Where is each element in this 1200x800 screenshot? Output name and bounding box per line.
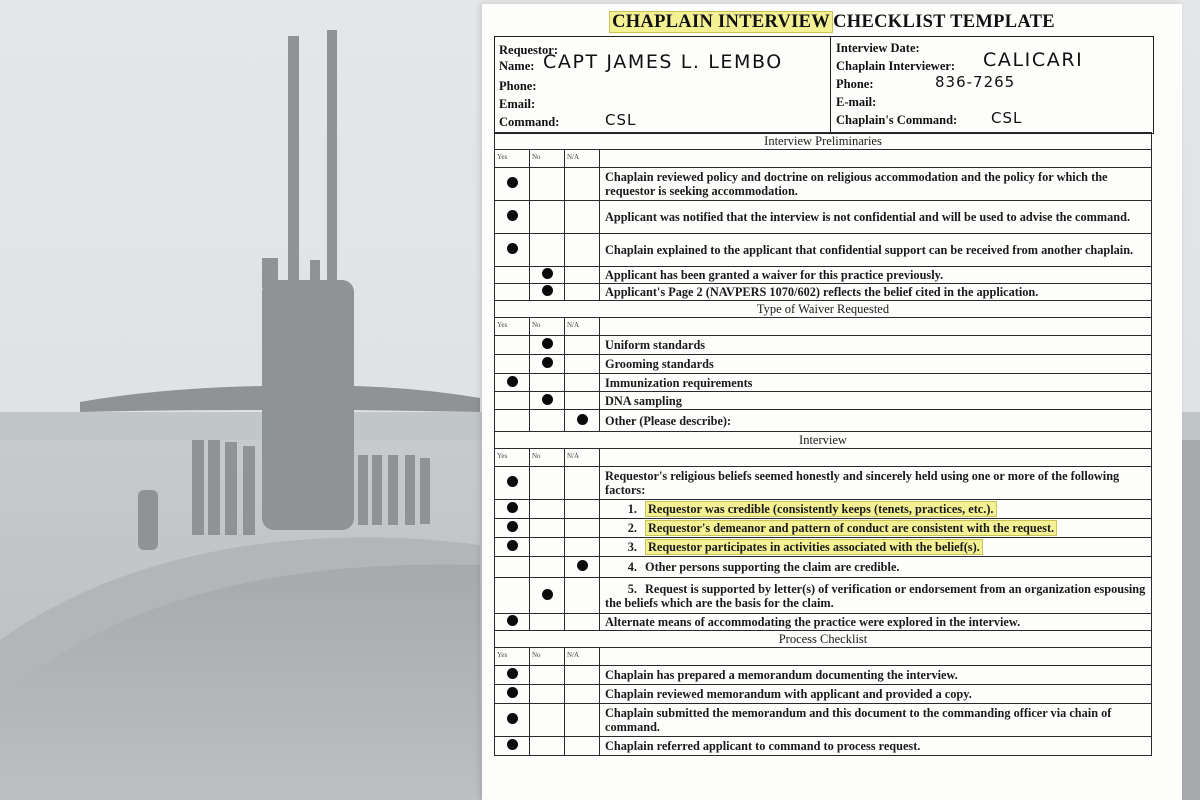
checkbox-no[interactable]: [530, 267, 565, 284]
checkbox-na[interactable]: [565, 614, 600, 631]
column-header-item: [600, 150, 1152, 168]
filled-mark-dot: [507, 243, 518, 254]
section-header: [495, 432, 1152, 449]
document-title: [482, 12, 1182, 33]
checkbox-yes[interactable]: [495, 168, 530, 201]
checklist-row: [495, 614, 1152, 631]
item-text: Chaplain reviewed memorandum with applicant and provided a copy.: [605, 687, 972, 701]
filled-mark-dot: [542, 357, 553, 368]
filled-mark-dot: [507, 476, 518, 487]
filled-mark-dot: [507, 668, 518, 679]
filled-mark-dot: [507, 521, 518, 532]
item-text: Other (Please describe):: [605, 413, 732, 428]
item-text: Chaplain submitted the memorandum and this document to the commanding officer via chain of command.: [605, 706, 1112, 734]
checkbox-yes[interactable]: [495, 267, 530, 284]
checkbox-na[interactable]: [565, 704, 600, 737]
checkbox-yes[interactable]: [495, 284, 530, 301]
checklist-row: [495, 168, 1152, 201]
checklist-row: [495, 704, 1152, 737]
command-label: Command:: [499, 115, 560, 129]
filled-mark-dot: [507, 687, 518, 698]
section-header: [495, 631, 1152, 648]
name-label: Name:: [499, 59, 535, 73]
column-header-na: N/A: [565, 150, 600, 168]
filled-mark-dot: [507, 376, 518, 387]
checkbox-no[interactable]: [530, 234, 565, 267]
checklist-row: [495, 201, 1152, 234]
item-text: Chaplain referred applicant to command to process request.: [605, 739, 921, 753]
checklist-item: [600, 267, 1152, 284]
requestor-label: Requestor:: [499, 43, 559, 57]
checkbox-yes[interactable]: [495, 410, 530, 432]
checkbox-no[interactable]: [530, 467, 565, 500]
column-header-yes: Yes: [495, 648, 530, 666]
chaplain-interviewer-value: CALICARI: [983, 49, 1084, 71]
checklist-item: [600, 234, 1152, 267]
name-value: CAPT JAMES L. LEMBO: [543, 51, 783, 73]
filled-mark-dot: [577, 414, 588, 425]
chaplain-phone-value: 836-7265: [935, 73, 1016, 91]
checklist-item: [600, 666, 1152, 685]
checkbox-yes[interactable]: [495, 557, 530, 578]
checklist-item: [600, 538, 1152, 557]
checklist-row: [495, 392, 1152, 410]
chaplain-email-label: E-mail:: [836, 95, 877, 109]
checkbox-no[interactable]: [530, 500, 565, 519]
column-header-row: [495, 318, 1152, 336]
checkbox-na[interactable]: [565, 519, 600, 538]
checkbox-yes[interactable]: [495, 519, 530, 538]
checkbox-yes[interactable]: [495, 374, 530, 392]
item-number: 5.: [627, 581, 637, 596]
checklist-item: [600, 336, 1152, 355]
checklist-item: [600, 704, 1152, 737]
filled-mark-dot: [507, 540, 518, 551]
checkbox-no[interactable]: [530, 374, 565, 392]
checklist-row: [495, 500, 1152, 519]
highlighted-item-text: Requestor participates in activities associated with the belief(s).: [645, 539, 983, 555]
checkbox-na[interactable]: [565, 355, 600, 374]
filled-mark-dot: [577, 560, 588, 571]
filled-mark-dot: [542, 394, 553, 405]
checkbox-no[interactable]: [530, 168, 565, 201]
phone-label: Phone:: [499, 79, 537, 93]
checklist-row: [495, 685, 1152, 704]
checkbox-na[interactable]: [565, 500, 600, 519]
checkbox-yes[interactable]: [495, 737, 530, 756]
column-header-no: No: [530, 449, 565, 467]
checklist-row: [495, 578, 1152, 614]
filled-mark-dot: [542, 589, 553, 600]
section-title: Interview: [495, 432, 1152, 449]
command-value: CSL: [605, 111, 637, 129]
checkbox-na[interactable]: [565, 336, 600, 355]
item-text: Applicant's Page 2 (NAVPERS 1070/602) reflects the belief cited in the application.: [605, 285, 1039, 299]
section-title: Type of Waiver Requested: [495, 301, 1152, 318]
checkbox-na[interactable]: [565, 392, 600, 410]
checkbox-no[interactable]: [530, 392, 565, 410]
highlighted-item-text: Requestor was credible (consistently keeps (tenets, practices, etc.).: [645, 501, 997, 517]
checklist-row: [495, 666, 1152, 685]
checkbox-yes[interactable]: [495, 500, 530, 519]
column-header-no: No: [530, 150, 565, 168]
checklist-row: [495, 374, 1152, 392]
item-text: Requestor's religious beliefs seemed honestly and sincerely held using one or more of the following factors:: [605, 469, 1120, 497]
checklist-item: [600, 374, 1152, 392]
checkbox-yes[interactable]: [495, 392, 530, 410]
column-header-yes: Yes: [495, 449, 530, 467]
checklist-row: [495, 336, 1152, 355]
checkbox-na[interactable]: [565, 557, 600, 578]
checklist-item: [600, 168, 1152, 201]
checkbox-na[interactable]: [565, 538, 600, 557]
checklist-row: [495, 557, 1152, 578]
filled-mark-dot: [507, 210, 518, 221]
checklist-item: [600, 500, 1152, 519]
checklist-row: [495, 355, 1152, 374]
column-header-row: [495, 150, 1152, 168]
checkbox-na[interactable]: [565, 467, 600, 500]
checklist-item: [600, 410, 1152, 432]
highlighted-item-text: Requestor's demeanor and pattern of conduct are consistent with the request.: [645, 520, 1057, 536]
chaplains-command-value: CSL: [991, 109, 1023, 127]
requestor-header-box: [494, 36, 1154, 134]
checkbox-no[interactable]: [530, 666, 565, 685]
checkbox-na[interactable]: [565, 201, 600, 234]
checkbox-yes[interactable]: [495, 578, 530, 614]
section-header: [495, 133, 1152, 150]
checkbox-no[interactable]: [530, 336, 565, 355]
item-number: 2.: [627, 521, 637, 535]
column-header-yes: Yes: [495, 318, 530, 336]
column-header-na: N/A: [565, 318, 600, 336]
checklist-document: [482, 4, 1182, 800]
filled-mark-dot: [507, 615, 518, 626]
checkbox-na[interactable]: [565, 685, 600, 704]
checklist-table: [494, 132, 1152, 756]
checkbox-na[interactable]: [565, 578, 600, 614]
checkbox-no[interactable]: [530, 704, 565, 737]
checkbox-yes[interactable]: [495, 355, 530, 374]
item-text: Applicant was notified that the interview is not confidential and will be used to advise the command.: [605, 210, 1131, 224]
section-header: [495, 301, 1152, 318]
checkbox-no[interactable]: [530, 201, 565, 234]
checkbox-yes[interactable]: [495, 666, 530, 685]
checkbox-no[interactable]: [530, 614, 565, 631]
column-header-row: [495, 648, 1152, 666]
checkbox-na[interactable]: [565, 168, 600, 201]
checkbox-na[interactable]: [565, 737, 600, 756]
column-header-yes: Yes: [495, 150, 530, 168]
item-text: Grooming standards: [605, 357, 714, 371]
filled-mark-dot: [507, 713, 518, 724]
filled-mark-dot: [542, 338, 553, 349]
checklist-row: [495, 538, 1152, 557]
checkbox-yes[interactable]: [495, 336, 530, 355]
column-header-na: N/A: [565, 648, 600, 666]
header-divider: [830, 37, 831, 133]
checklist-item: [600, 614, 1152, 631]
checklist-row: [495, 234, 1152, 267]
checklist-item: [600, 578, 1152, 614]
column-header-item: [600, 449, 1152, 467]
checkbox-no[interactable]: [530, 578, 565, 614]
checkbox-no[interactable]: [530, 519, 565, 538]
chaplains-command-label: Chaplain's Command:: [836, 113, 958, 127]
filled-mark-dot: [507, 502, 518, 513]
checkbox-no[interactable]: [530, 538, 565, 557]
filled-mark-dot: [542, 285, 553, 296]
email-label: Email:: [499, 97, 536, 111]
checkbox-no[interactable]: [530, 410, 565, 432]
chaplain-phone-label: Phone:: [836, 77, 874, 91]
checkbox-yes[interactable]: [495, 467, 530, 500]
title-rest: CHECKLIST TEMPLATE: [833, 12, 1055, 32]
checkbox-yes[interactable]: [495, 538, 530, 557]
interview-date-label: Interview Date:: [836, 41, 920, 55]
checkbox-yes[interactable]: [495, 201, 530, 234]
item-number: 4.: [627, 560, 637, 574]
checkbox-na[interactable]: [565, 374, 600, 392]
checkbox-no[interactable]: [530, 557, 565, 578]
checklist-row: [495, 410, 1152, 432]
checklist-item: [600, 355, 1152, 374]
checklist-row: [495, 467, 1152, 500]
checkbox-na[interactable]: [565, 234, 600, 267]
item-text: Immunization requirements: [605, 375, 753, 390]
checklist-row: [495, 519, 1152, 538]
column-header-no: No: [530, 318, 565, 336]
chaplain-interviewer-label: Chaplain Interviewer:: [836, 59, 956, 73]
checkbox-yes[interactable]: [495, 685, 530, 704]
checklist-item: [600, 201, 1152, 234]
checklist-item: [600, 467, 1152, 500]
checkbox-na[interactable]: [565, 267, 600, 284]
column-header-na: N/A: [565, 449, 600, 467]
item-text: Chaplain explained to the applicant that confidential support can be received from another chaplain.: [605, 243, 1134, 257]
item-text: Chaplain reviewed policy and doctrine on religious accommodation and the policy for which the requestor is seeking accommodation.: [605, 170, 1108, 198]
checklist-row: [495, 737, 1152, 756]
item-number: 3.: [627, 540, 637, 554]
checkbox-na[interactable]: [565, 284, 600, 301]
title-highlight: CHAPLAIN INTERVIEW: [609, 11, 833, 33]
checkbox-yes[interactable]: [495, 704, 530, 737]
checkbox-no[interactable]: [530, 685, 565, 704]
item-text: Request is supported by letter(s) of verification or endorsement from an organization espousing the beliefs which are the basis for the claim.: [605, 581, 1146, 610]
checkbox-na[interactable]: [565, 410, 600, 432]
checkbox-yes[interactable]: [495, 614, 530, 631]
filled-mark-dot: [542, 268, 553, 279]
checkbox-no[interactable]: [530, 284, 565, 301]
item-text: DNA sampling: [605, 393, 682, 408]
column-header-item: [600, 648, 1152, 666]
checklist-item: [600, 737, 1152, 756]
checklist-item: [600, 284, 1152, 301]
checkbox-yes[interactable]: [495, 234, 530, 267]
item-text: Uniform standards: [605, 338, 706, 352]
item-text: Chaplain has prepared a memorandum documenting the interview.: [605, 668, 958, 682]
item-text: Alternate means of accommodating the practice were explored in the interview.: [605, 615, 1021, 629]
checkbox-no[interactable]: [530, 737, 565, 756]
section-title: Process Checklist: [495, 631, 1152, 648]
item-number: 1.: [627, 502, 637, 516]
checklist-item: [600, 392, 1152, 410]
checklist-item: [600, 685, 1152, 704]
column-header-row: [495, 449, 1152, 467]
checkbox-na[interactable]: [565, 666, 600, 685]
section-title: Interview Preliminaries: [495, 133, 1152, 150]
checklist-row: [495, 267, 1152, 284]
checklist-row: [495, 284, 1152, 301]
checkbox-no[interactable]: [530, 355, 565, 374]
item-text: Other persons supporting the claim are credible.: [645, 560, 900, 574]
column-header-no: No: [530, 648, 565, 666]
column-header-item: [600, 318, 1152, 336]
checklist-item: [600, 557, 1152, 578]
checklist-item: [600, 519, 1152, 538]
filled-mark-dot: [507, 177, 518, 188]
item-text: Applicant has been granted a waiver for this practice previously.: [605, 268, 944, 282]
filled-mark-dot: [507, 739, 518, 750]
